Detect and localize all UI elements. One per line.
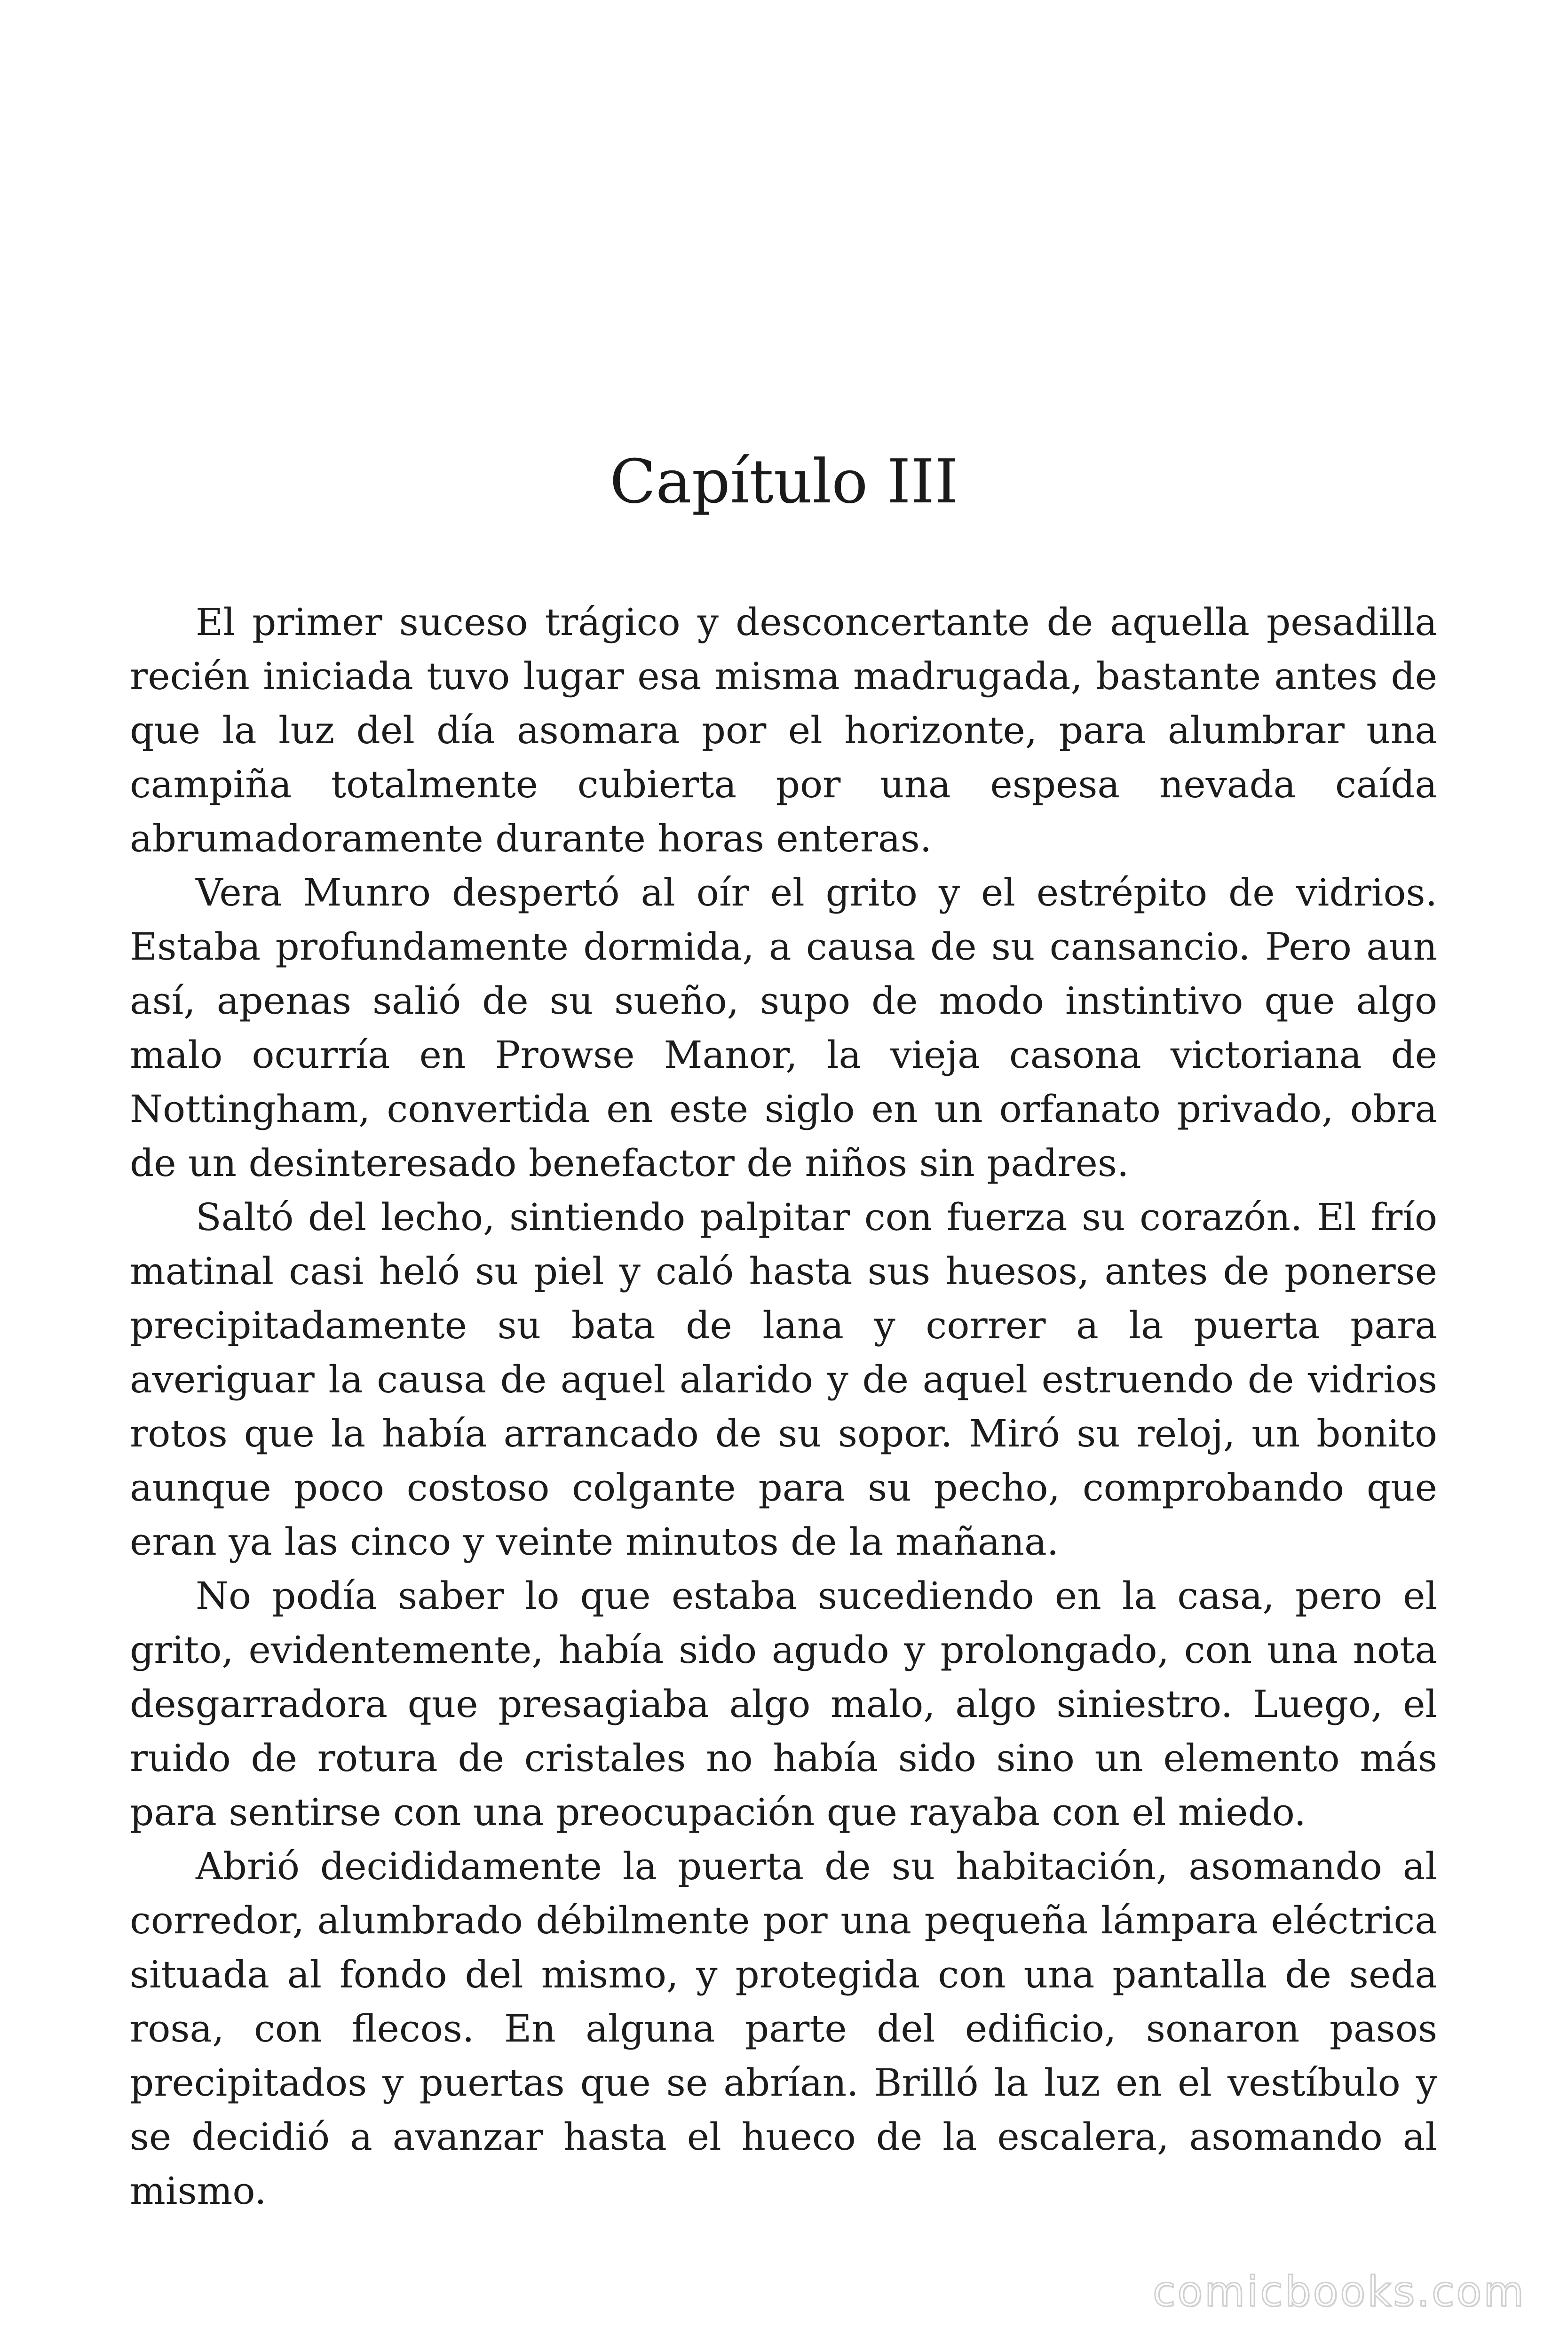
paragraph: No podía saber lo que estaba sucediendo en la casa, pero el grito, evidentemente, había sido agudo y prolongado, con una nota desgarradora que presagiaba algo malo, algo siniestro. Luego, el ruido de rotura de cristales no había sido sino un elemento más para sentirse con una preocupación que rayaba con el miedo.: [130, 1574, 1437, 1834]
paragraph: Abrió decididamente la puerta de su habitación, asomando al corredor, alumbrado débilmente por una pequeña lámpara eléctrica situada al fondo del mismo, y protegida con una pantalla de seda rosa, con flecos. En alguna parte del edificio, sonaron pasos precipitados y puertas que se abrían. Brilló la luz en el vestíbulo y se decidió a avanzar hasta el hueco de la escalera, asomando al mismo.: [130, 1844, 1437, 2213]
paragraph: Vera Munro despertó al oír el grito y el estrépito de vidrios. Estaba profundamente dormida, a causa de su cansancio. Pero aun así, apenas salió de su sueño, supo de modo instintivo que algo malo ocurría en Prowse Manor, la vieja casona victoriana de Nottingham, convertida en este siglo en un orfanato privado, obra de un desinteresado benefactor de niños sin padres.: [130, 871, 1437, 1185]
watermark: comicbooks.com: [1152, 2267, 1526, 2316]
paragraph: Saltó del lecho, sintiendo palpitar con fuerza su corazón. El frío matinal casi heló su piel y caló hasta sus huesos, antes de ponerse precipitadamente su bata de lana y correr a la puerta para averiguar la causa de aquel alarido y de aquel estruendo de vidrios rotos que la había arrancado de su sopor. Miró su reloj, un bonito aunque poco costoso colgante para su pecho, comprobando que eran ya las cinco y veinte minutos de la mañana.: [130, 1195, 1437, 1564]
chapter-body: [130, 595, 1437, 2218]
paragraph: El primer suceso trágico y desconcertante de aquella pesadilla recién iniciada tuvo lugar esa misma madrugada, bastante antes de que la luz del día asomara por el horizonte, para alumbrar una campiña totalmente cubierta por una espesa nevada caída abrumadoramente durante horas enteras.: [130, 600, 1437, 860]
chapter-title: Capítulo III: [610, 447, 958, 517]
